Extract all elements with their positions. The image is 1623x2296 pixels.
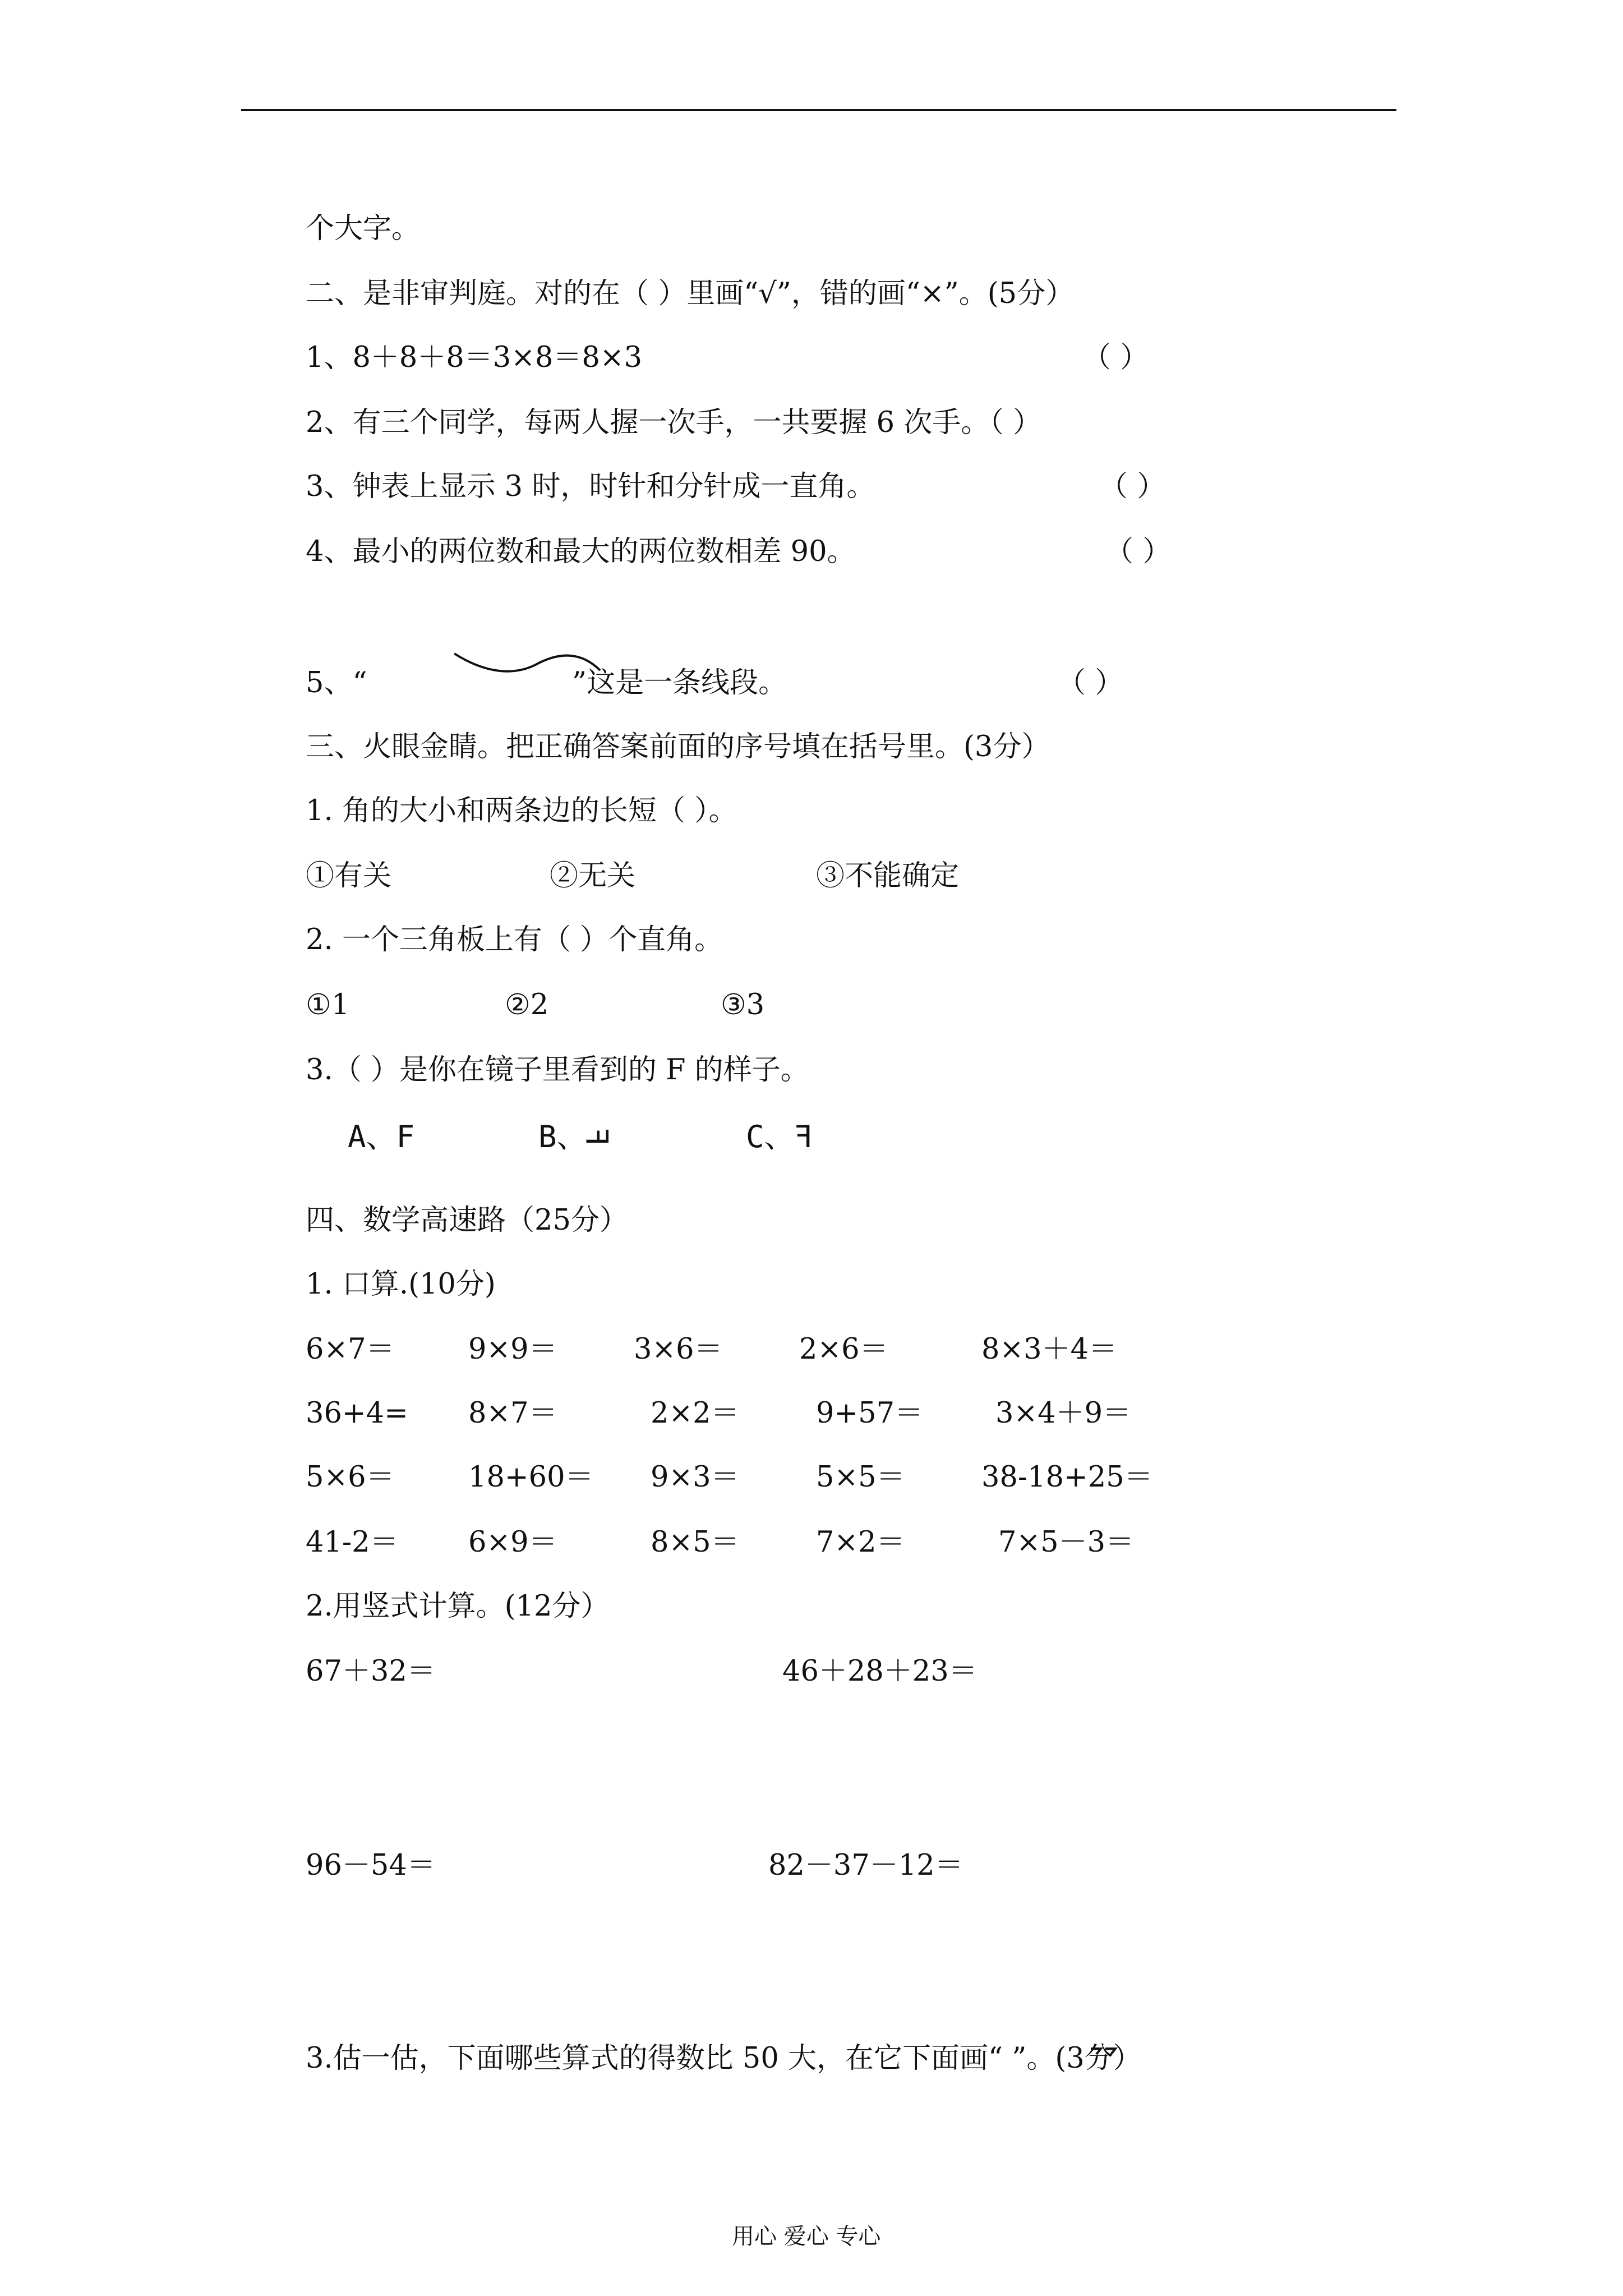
q2-option-3: ③3: [721, 988, 765, 1022]
q3-option-c-glyph: F: [794, 1119, 813, 1154]
mental-r2-c1: 36+4=: [306, 1397, 408, 1430]
mental-r2-c3: 2×2＝: [651, 1397, 740, 1430]
section2-item-5-suffix: ”这是一条线段。: [572, 666, 787, 700]
section3-q2: 2. 一个三角板上有（ ）个直角。: [306, 923, 723, 956]
q3-option-b: [538, 1119, 614, 1154]
q3-option-c-label: C、: [746, 1119, 795, 1154]
q1-option-1: ①有关: [306, 859, 392, 892]
mental-r4-c4: 7×2＝: [816, 1526, 905, 1559]
section3-q3: 3.（ ）是你在镜子里看到的 F 的样子。: [306, 1053, 809, 1087]
q2-option-2: ②2: [505, 988, 549, 1022]
q1-option-3: ③不能确定: [816, 859, 960, 892]
vertical-calc-4: 82－37－12＝: [768, 1849, 963, 1882]
mental-r3-c2: 18+60＝: [468, 1461, 594, 1494]
q3-option-b-glyph: F: [578, 1128, 614, 1147]
header-rule: [241, 109, 1396, 111]
q3-option-a-label: A、: [348, 1119, 396, 1154]
section2-title: 二、是非审判庭。对的在（ ）里画“√”，错的画“×”。(5分）: [306, 277, 1075, 310]
q3-option-b-label: B、: [538, 1119, 587, 1154]
mental-r2-c5: 3×4＋9＝: [995, 1397, 1132, 1430]
section3-title: 三、火眼金睛。把正确答案前面的序号填在括号里。(3分）: [306, 730, 1050, 763]
mental-r3-c5: 38-18+25＝: [981, 1461, 1153, 1494]
q3-option-a: [348, 1119, 415, 1154]
section2-item-3: 3、钟表上显示 3 时，时针和分针成一直角。: [306, 470, 875, 503]
mental-r4-c5: 7×5－3＝: [998, 1526, 1135, 1559]
mental-r4-c2: 6×9＝: [468, 1526, 557, 1559]
vertical-calc-title: 2.用竖式计算。(12分）: [306, 1590, 610, 1623]
mental-r3-c3: 9×3＝: [651, 1461, 740, 1494]
mental-r4-c1: 41-2＝: [306, 1526, 399, 1559]
footer-motto: 用心 爱心 专心: [732, 2224, 881, 2249]
estimate-title: 3.估一估，下面哪些算式的得数比 50 大，在它下面画“ ”。(3分）: [306, 2042, 1142, 2075]
section2-item-5-paren: （ ）: [1057, 666, 1124, 700]
mental-r1-c2: 9×9＝: [468, 1333, 557, 1366]
section2-item-2: 2、有三个同学，每两人握一次手，一共要握 6 次手。（ ）: [306, 406, 1042, 439]
section2-item-1: 1、8＋8＋8＝3×8＝8×3: [306, 341, 643, 374]
mental-r2-c4: 9+57＝: [816, 1397, 924, 1430]
vertical-calc-3: 96－54＝: [306, 1849, 436, 1882]
q2-option-1: ①1: [306, 988, 350, 1022]
mental-r3-c1: 5×6＝: [306, 1461, 395, 1494]
mental-r1-c3: 3×6＝: [634, 1333, 723, 1366]
q3-option-a-glyph: F: [396, 1119, 415, 1154]
mental-r1-c4: 2×6＝: [799, 1333, 888, 1366]
mental-r1-c5: 8×3＋4＝: [981, 1333, 1118, 1366]
mental-r1-c1: 6×7＝: [306, 1333, 395, 1366]
vertical-calc-2: 46＋28＋23＝: [782, 1655, 978, 1688]
mental-math-title: 1. 口算.(10分): [306, 1268, 496, 1301]
section4-title: 四、数学高速路（25分）: [306, 1204, 628, 1237]
section2-item-1-paren: （ ）: [1082, 341, 1149, 374]
section2-item-3-paren: （ ）: [1099, 470, 1166, 503]
q3-option-c: [746, 1119, 813, 1154]
section2-item-5-prefix: 5、“: [306, 666, 367, 700]
intro-tail: 个大字。: [306, 212, 421, 245]
mental-r2-c2: 8×7＝: [468, 1397, 557, 1430]
q1-option-2: ②无关: [550, 859, 636, 892]
section2-item-4-paren: （ ）: [1105, 535, 1172, 568]
section2-item-4: 4、最小的两位数和最大的两位数相差 90。: [306, 535, 856, 568]
vertical-calc-1: 67＋32＝: [306, 1655, 436, 1688]
mental-r4-c3: 8×5＝: [651, 1526, 740, 1559]
mental-r3-c4: 5×5＝: [816, 1461, 905, 1494]
section3-q1: 1. 角的大小和两条边的长短（ ）。: [306, 794, 737, 827]
check-mark-icon: [1085, 2042, 1124, 2059]
